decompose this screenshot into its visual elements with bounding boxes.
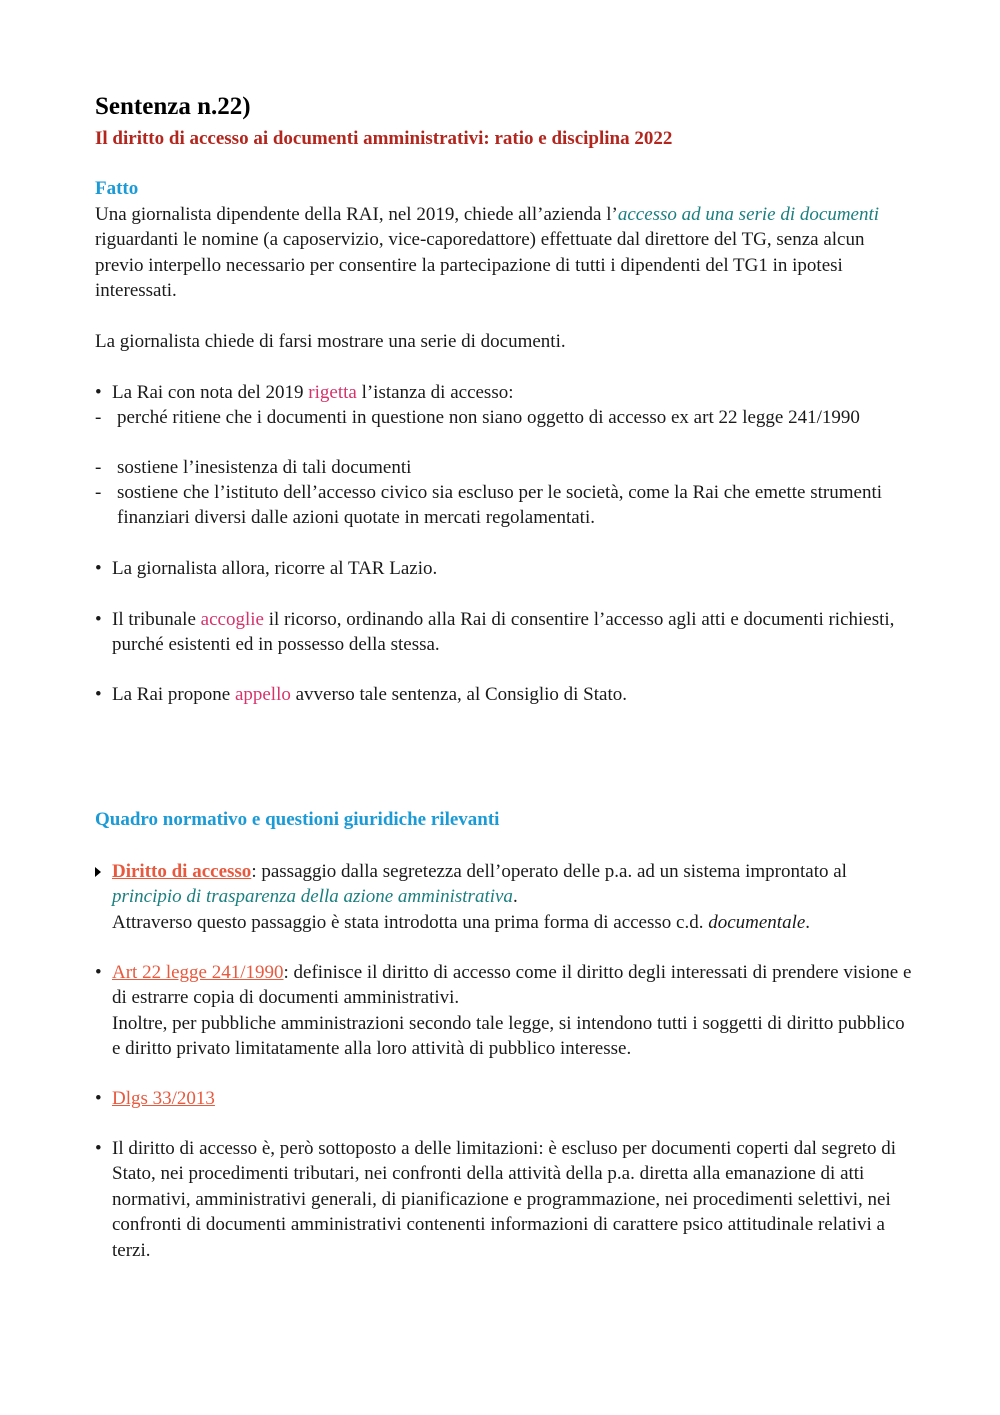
bullet-text [112,607,915,658]
dash-marker: - [95,407,102,428]
text-run: : passaggio dalla segretezza dell’operato delle p.a. ad un sistema improntato al [251,861,847,882]
page-title: Sentenza n.22) [95,93,251,120]
link-diritto-di-accesso[interactable]: Diritto di accesso [112,861,252,882]
fatto-paragraph-2: La giornalista chiede di farsi mostrare una serie di documenti. [95,331,566,352]
text-run: La Rai propone [112,684,235,705]
arrow-bullet-item [95,859,915,935]
text-run: . [805,911,811,933]
bullet-text [112,960,915,1062]
dash-item [95,455,915,480]
highlight-text: rigetta [308,382,357,403]
bullet-item [95,1086,915,1111]
triangle-bullet-icon [95,859,109,884]
highlight-text: appello [234,684,291,705]
bullet-marker: • [95,382,102,403]
section-heading-fatto: Fatto [95,178,139,199]
text-run: Attraverso questo passaggio è stata introdotta una prima forma di accesso c.d. [112,911,709,933]
dash-item [95,405,915,430]
bullet-text: Il diritto di accesso è, però sottoposto a delle limitazioni: è escluso per documenti coperti dal segreto di Stato, nei procedimenti tributari, nei confronti della attività della p.a. diretta alla emanazione di atti normativi, amministrativi generali, di pianificazione e programmazione, nei procedimenti selettivi, nei confronti di documenti amministrativi contenenti informazioni di carattere psico attitudinale relativi a terzi. [112,1138,897,1261]
bullet-item [95,682,915,707]
dash-text: sostiene che l’istituto dell’accesso civico sia escluso per le società, come la Rai che emette strumenti finanziari diversi dalle azioni quotate in mercati regolamentati. [117,482,883,529]
highlight-text: accoglie [200,609,264,630]
dash-item [95,480,915,531]
bullet-marker: • [95,684,102,705]
bullet-marker: • [95,558,102,579]
bullet-text [112,859,915,935]
section-heading-quadro: Quadro normativo e questioni giuridiche rilevanti [95,809,500,830]
dash-text: sostiene l’inesistenza di tali documenti [117,457,412,478]
bullet-text [112,380,915,405]
text-run: La Rai con nota del 2019 [112,382,309,403]
link-dlgs-33-2013[interactable]: Dlgs 33/2013 [112,1088,215,1109]
text-run: Una giornalista dipendente della RAI, nel 2019, chiede all’azienda l’ [95,204,618,225]
text-run: . [512,886,518,908]
bullet-item [95,556,915,581]
dash-marker: - [95,457,102,478]
bullet-marker: • [95,609,102,630]
bullet-text [112,682,915,707]
bullet-item [95,607,915,658]
page-subtitle: Il diritto di accesso ai documenti amministrativi: ratio e disciplina 2022 [95,128,673,149]
bullet-marker: • [95,1138,102,1159]
bullet-marker: • [95,1088,102,1109]
fatto-paragraph-1 [95,202,915,304]
text-run: il ricorso, ordinando alla Rai di consentire l’accesso agli atti e documenti richiesti, purché esistenti ed in possesso della stessa. [112,609,895,656]
text-run: : definisce il diritto di accesso come il diritto degli interessati di prendere visione e di estrarre copia di documenti amministrativi. [112,962,912,1009]
link-art-22[interactable]: Art 22 legge 241/1990 [112,962,284,983]
text-run: Inoltre, per pubbliche amministrazioni secondo tale legge, si intendono tutti i soggetti di diritto pubblico e diritto privato limitatamente alla loro attività di pubblico interesse. [112,1012,905,1060]
bullet-text [112,1086,915,1111]
bullet-marker: • [95,962,102,983]
text-run: riguardanti le nomine (a caposervizio, vice-caporedattore) effettuate dal direttore del TG, senza alcun previo interpello necessario per consentire la partecipazione di tutti i dipendenti del TG1 in ipotesi interessati. [95,229,865,302]
bullet-item [95,1136,915,1263]
emphasis-text: principio di trasparenza della azione amministrativa [112,886,513,908]
bullet-item [95,380,915,405]
text-run: avverso tale sentenza, al Consiglio di Stato. [290,684,627,705]
dash-text: perché ritiene che i documenti in questione non siano oggetto di accesso ex art 22 legge 241/1990 [117,407,860,428]
bullet-text: La giornalista allora, ricorre al TAR Lazio. [112,558,438,579]
text-run: l’istanza di accesso: [356,382,514,403]
bullet-item [95,960,915,1062]
dash-marker: - [95,482,102,503]
text-run: Il tribunale [112,609,201,630]
emphasis-text: accesso ad una serie di documenti [617,204,880,225]
italic-text: documentale [708,911,806,933]
